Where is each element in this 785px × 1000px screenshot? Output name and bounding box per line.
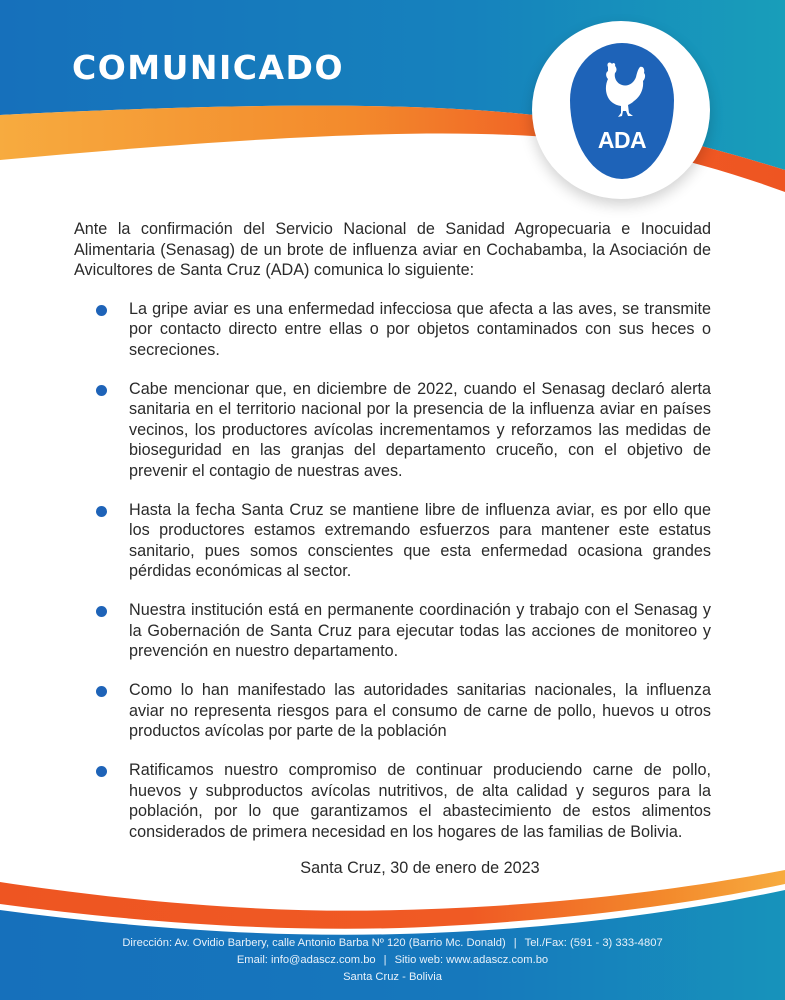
- signoff-date: Santa Cruz, 30 de enero de 2023: [300, 859, 540, 877]
- footer-email[interactable]: Email: info@adascz.com.bo: [236, 954, 376, 966]
- bullet-item: [74, 379, 711, 482]
- bullet-dot-icon: [96, 606, 107, 617]
- bullet-item: [74, 680, 711, 742]
- bullet-list: [74, 299, 711, 843]
- footer-phone: Tel./Fax: (591 - 3) 333-4807: [524, 937, 663, 949]
- footer-line-location: [0, 969, 785, 986]
- footer-location: Santa Cruz - Bolivia: [343, 971, 442, 983]
- bullet-text: Nuestra institución está en permanente coordinación y trabajo con el Senasag y la Gobernación de Santa Cruz para ejecutar todas las acciones de monitoreo y prevención en nuestro departamento.: [129, 601, 711, 660]
- footer-contact: [0, 935, 785, 986]
- communique-body: [74, 219, 711, 861]
- logo-egg-shape: [570, 43, 674, 179]
- bullet-item: [74, 500, 711, 582]
- footer-separator: |: [513, 937, 517, 949]
- bullet-dot-icon: [96, 385, 107, 396]
- logo-text: ADA: [597, 127, 647, 153]
- bullet-dot-icon: [96, 686, 107, 697]
- bullet-text: Como lo han manifestado las autoridades sanitarias nacionales, la influenza aviar no representa riesgos para el consumo de carne de pollo, huevos u otros productos avícolas por parte de la población: [129, 681, 711, 740]
- ada-logo: [532, 21, 710, 199]
- footer-line-email: [0, 952, 785, 969]
- bullet-text: Ratificamos nuestro compromiso de continuar produciendo carne de pollo, huevos y subproductos avícolas nutritivos, de alta calidad y seguros para la población, por lo que garantizamos el abastecimiento de estos alimentos considerados de primera necesidad en los hogares de las familias de Bolivia.: [129, 761, 711, 841]
- bullet-text: Hasta la fecha Santa Cruz se mantiene libre de influenza aviar, es por ello que los productores estamos extremando esfuerzos para mantener este estatus sanitario, pues somos conscientes que esta enfermedad ocasiona grandes pérdidas económicas al sector.: [129, 500, 711, 580]
- bullet-dot-icon: [96, 305, 107, 316]
- hen-icon: [600, 61, 646, 123]
- footer-line-address: [0, 935, 785, 952]
- bullet-item: [74, 760, 711, 842]
- footer-address: Dirección: Av. Ovidio Barbery, calle Antonio Barba Nº 120 (Barrio Mc. Donald): [122, 937, 506, 949]
- bullet-text: La gripe aviar es una enfermedad infecciosa que afecta a las aves, se transmite por contacto directo entre ellas o por objetos contaminados con sus heces o secreciones.: [129, 299, 711, 359]
- footer-website[interactable]: Sitio web: www.adascz.com.bo: [394, 954, 549, 966]
- bullet-dot-icon: [96, 506, 107, 517]
- page-title: COMUNICADO: [72, 48, 345, 87]
- footer-separator: |: [383, 954, 387, 966]
- bullet-item: [74, 299, 711, 361]
- bullet-item: [74, 600, 711, 662]
- intro-paragraph: Ante la confirmación del Servicio Nacional de Sanidad Agropecuaria e Inocuidad Alimentaria (Senasag) de un brote de influenza aviar en Cochabamba, la Asociación de Avicultores de Santa Cruz (ADA) comunica lo siguiente:: [74, 220, 711, 279]
- bullet-dot-icon: [96, 766, 107, 777]
- bullet-text: Cabe mencionar que, en diciembre de 2022, cuando el Senasag declaró alerta sanitaria en el territorio nacional por la presencia de la influenza aviar en países vecinos, los productores avícolas incrementamos y reforzamos las medidas de bioseguridad en las granjas del departamento cruceño, con el objetivo de prevenir el contagio de nuestras aves.: [129, 379, 711, 480]
